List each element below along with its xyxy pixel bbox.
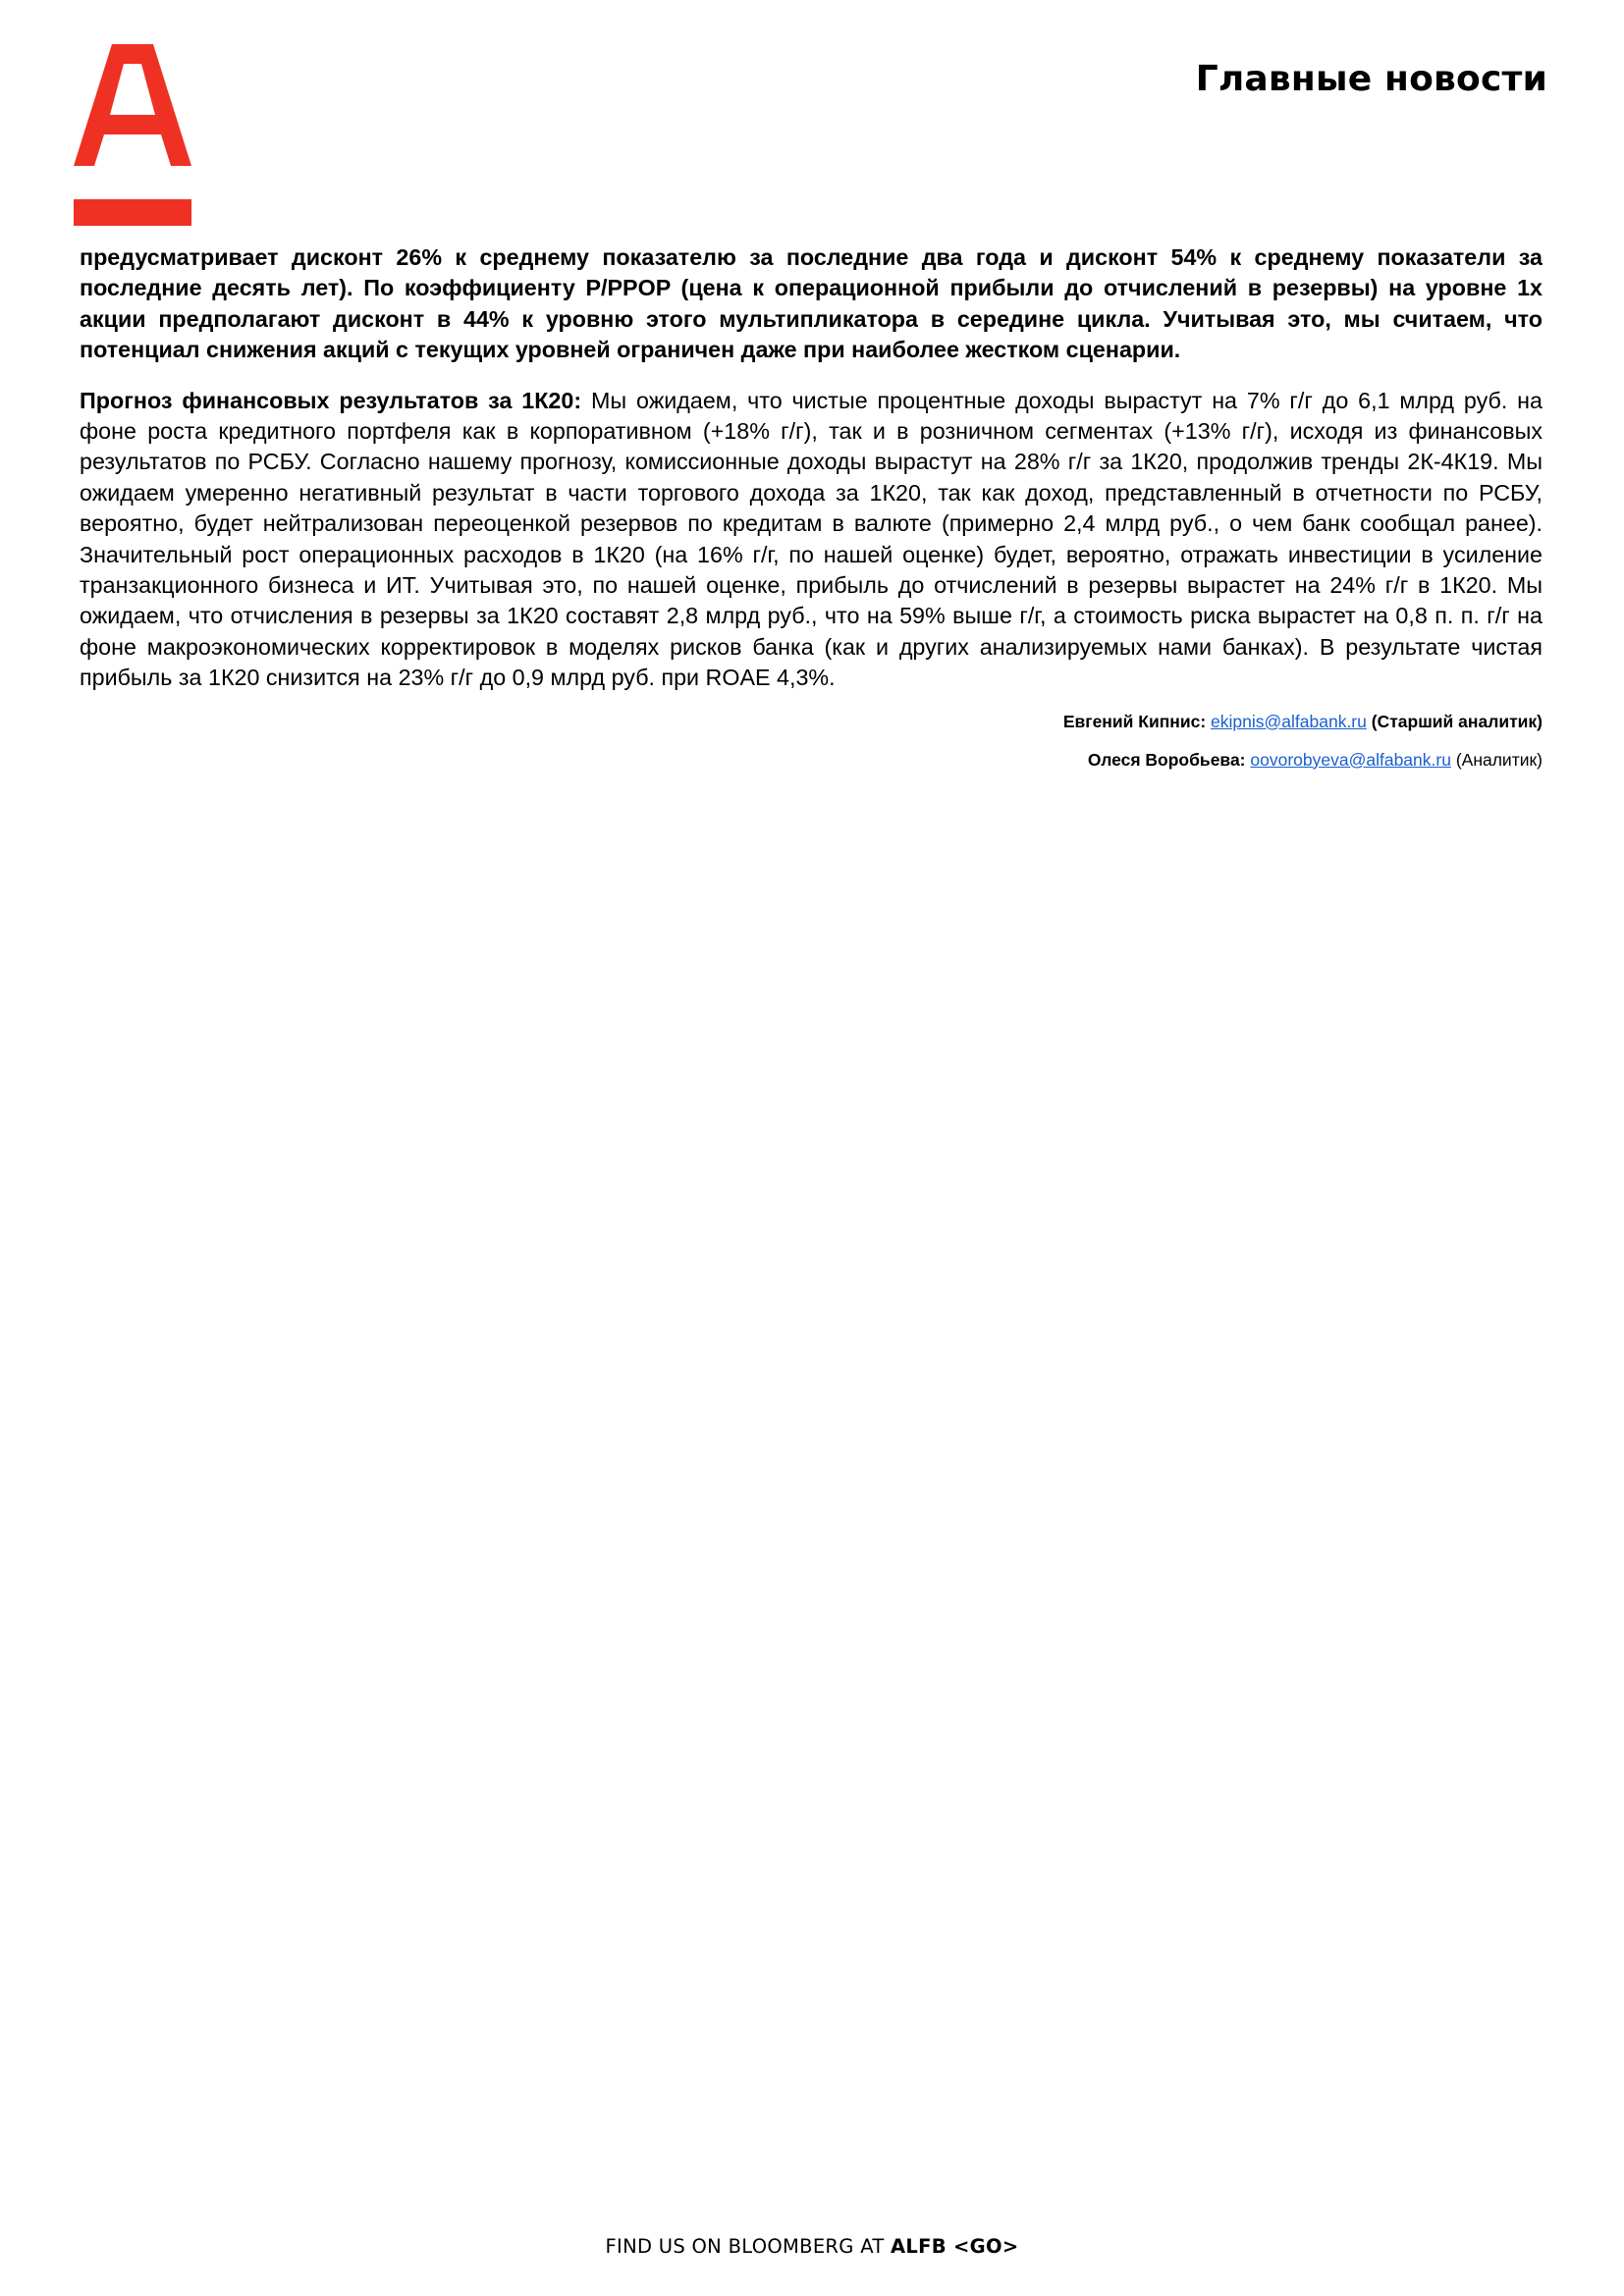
author-name: Олеся Воробьева: — [1087, 749, 1246, 770]
author-email-link[interactable]: ekipnis@alfabank.ru — [1211, 711, 1367, 731]
forecast-paragraph — [80, 386, 1543, 694]
footer-prefix: FIND US ON BLOOMBERG AT — [605, 2235, 885, 2258]
author-role: (Аналитик) — [1455, 749, 1543, 770]
footer-bloomberg-code: ALFB <GO> — [891, 2235, 1019, 2258]
forecast-text: Мы ожидаем, что чистые процентные доходы вырастут на 7% г/г до 6,1 млрд руб. на фоне роста кредитного портфеля как в корпоративном (+18% г/г), так и в розничном сегментах (+13% г/г), исходя из финансовых результатов по РСБУ. Согласно нашему прогнозу, комиссионные доходы вырастут на 28% г/г за 1К20, продолжив тренды 2К-4К19. Мы ожидаем умеренно негативный результат в части торгового дохода за 1К20, так как доход, представленный в отчетности по РСБУ, вероятно, будет нейтрализован переоценкой резервов по кредитам в валюте (примерно 2,4 млрд руб., о чем банк сообщал ранее). Значительный рост операционных расходов в 1К20 (на 16% г/г, по нашей оценке) будет, вероятно, отражать инвестиции в усиление транзакционного бизнеса и ИТ. Учитывая это, по нашей оценке, прибыль до отчислений в резервы вырастет на 24% г/г в 1К20. Мы ожидаем, что отчисления в резервы за 1К20 составят 2,8 млрд руб., что на 59% выше г/г, а стоимость риска вырастет на 0,8 п. п. г/г на фоне макроэкономических корректировок в моделях рисков банка (как и других анализируемых нами банках). В результате чистая прибыль за 1К20 снизится на 23% г/г до 0,9 млрд руб. при ROAE 4,3%. — [80, 387, 1543, 691]
article-body — [80, 242, 1543, 771]
author-analyst — [80, 749, 1543, 771]
page-footer — [0, 2235, 1624, 2258]
page-title: Главные новости — [1195, 59, 1547, 99]
logo-bar — [74, 199, 191, 226]
forecast-heading: Прогноз финансовых результатов за 1К20: — [80, 387, 582, 413]
author-email-link[interactable]: oovorobyeva@alfabank.ru — [1250, 749, 1451, 770]
author-name: Евгений Кипнис: — [1062, 711, 1207, 731]
author-role: (Старший аналитик) — [1371, 711, 1543, 731]
authors-block — [80, 711, 1543, 771]
alfa-bank-logo — [74, 44, 191, 226]
author-senior-analyst — [80, 711, 1543, 732]
valuation-paragraph: предусматривает дисконт 26% к среднему показателю за последние два года и дисконт 54% к среднему показатели за последние десять лет). По коэффициенту P/PPOP (цена к операционной прибыли до отчислений в резервы) на уровне 1x акции предполагают дисконт в 44% к уровню этого мультипликатора в середине цикла. Учитывая это, мы считаем, что потенциал снижения акций с текущих уровней ограничен даже при наиболее жестком сценарии. — [80, 244, 1543, 363]
